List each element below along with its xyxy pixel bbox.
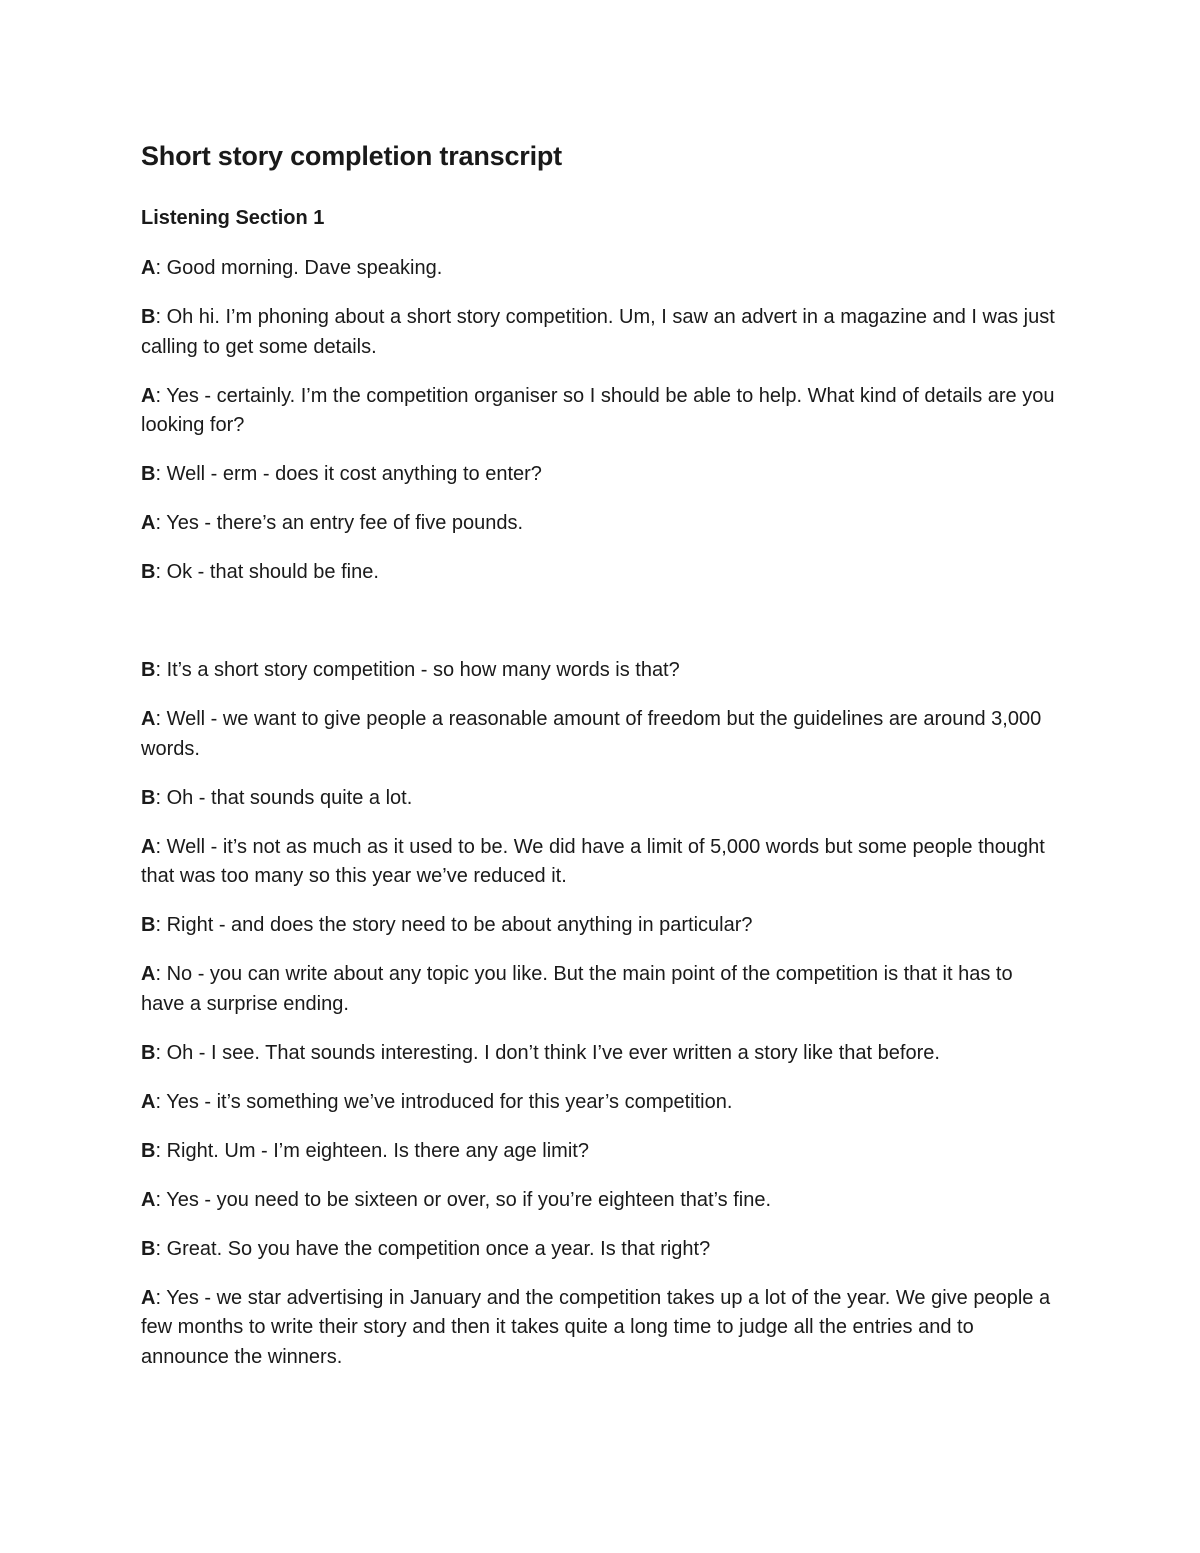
line-text: : Great. So you have the competition once a year. Is that right? xyxy=(155,1237,711,1260)
line-text: : No - you can write about any topic you like. But the main point of the competition is that it has to have a surprise ending. xyxy=(141,963,1013,1015)
speaker-label: A xyxy=(141,384,156,407)
dialogue-line xyxy=(141,1137,1061,1167)
dialogue-line xyxy=(141,254,1061,284)
dialogue-line xyxy=(141,558,1061,588)
dialogue-line xyxy=(141,1235,1061,1265)
speaker-label: A xyxy=(141,512,156,534)
line-text: : Good morning. Dave speaking. xyxy=(155,257,443,279)
speaker-label: B xyxy=(141,786,156,809)
dialogue-line xyxy=(141,1284,1061,1373)
dialogue-line xyxy=(141,1039,1061,1069)
dialogue-line xyxy=(141,656,1061,686)
document-page xyxy=(141,136,1061,1392)
line-text: : Right. Um - I’m eighteen. Is there any age limit? xyxy=(155,1139,589,1162)
speaker-label: B xyxy=(141,1139,156,1162)
speaker-label: A xyxy=(141,835,156,858)
line-text: : Oh - that sounds quite a lot. xyxy=(155,786,413,809)
dialogue-line xyxy=(141,303,1061,362)
line-text: : It’s a short story competition - so how many words is that? xyxy=(155,659,680,681)
speaker-label: A xyxy=(141,1188,156,1211)
dialogue-line xyxy=(141,784,1061,814)
speaker-label: B xyxy=(141,306,156,328)
line-text: : Well - we want to give people a reasonable amount of freedom but the guidelines are around 3,000 words. xyxy=(141,708,1042,760)
line-text: : Oh - I see. That sounds interesting. I don’t think I’ve ever written a story like that before. xyxy=(155,1041,940,1064)
line-text: : Yes - it’s something we’ve introduced for this year’s competition. xyxy=(155,1090,733,1113)
dialogue-part-1 xyxy=(141,254,1061,588)
speaker-label: B xyxy=(141,1237,156,1260)
speaker-label: A xyxy=(141,708,156,730)
speaker-label: B xyxy=(141,561,156,583)
line-text: : Ok - that should be fine. xyxy=(155,561,379,583)
dialogue-line xyxy=(141,833,1061,892)
dialogue-part-2 xyxy=(141,656,1061,1372)
dialogue-line xyxy=(141,1186,1061,1216)
speaker-label: B xyxy=(141,1041,156,1064)
line-text: : Well - erm - does it cost anything to enter? xyxy=(155,463,542,485)
line-text: : Oh hi. I’m phoning about a short story competition. Um, I saw an advert in a magazine and I was just calling to get some details. xyxy=(141,306,1055,358)
speaker-label: A xyxy=(141,257,156,279)
speaker-label: A xyxy=(141,1090,156,1113)
spacer xyxy=(141,607,1061,656)
line-text: : Yes - you need to be sixteen or over, so if you’re eighteen that’s fine. xyxy=(155,1188,772,1211)
line-text: : Yes - there’s an entry fee of five pounds. xyxy=(155,512,524,534)
dialogue-line xyxy=(141,509,1061,539)
dialogue-line xyxy=(141,382,1061,441)
section-heading: Listening Section 1 xyxy=(141,207,325,229)
speaker-label: B xyxy=(141,914,156,936)
dialogue-line xyxy=(141,460,1061,490)
speaker-label: B xyxy=(141,659,156,681)
dialogue-line xyxy=(141,705,1061,764)
line-text: : Right - and does the story need to be about anything in particular? xyxy=(155,914,753,936)
speaker-label: A xyxy=(141,963,156,985)
line-text: : Yes - we star advertising in January and the competition takes up a lot of the year. We give people a few months to write their story and then it takes quite a long time to judge all the entries and to announce the winners. xyxy=(141,1286,1051,1368)
line-text: : Well - it’s not as much as it used to be. We did have a limit of 5,000 words but some people thought that was too many so this year we’ve reduced it. xyxy=(141,835,1045,887)
line-text: : Yes - certainly. I’m the competition organiser so I should be able to help. What kind of details are you looking for? xyxy=(141,384,1055,436)
speaker-label: B xyxy=(141,463,156,485)
dialogue-line xyxy=(141,1088,1061,1118)
page-title: Short story completion transcript xyxy=(141,141,562,171)
speaker-label: A xyxy=(141,1286,156,1309)
dialogue-line xyxy=(141,911,1061,941)
dialogue-line xyxy=(141,960,1061,1019)
